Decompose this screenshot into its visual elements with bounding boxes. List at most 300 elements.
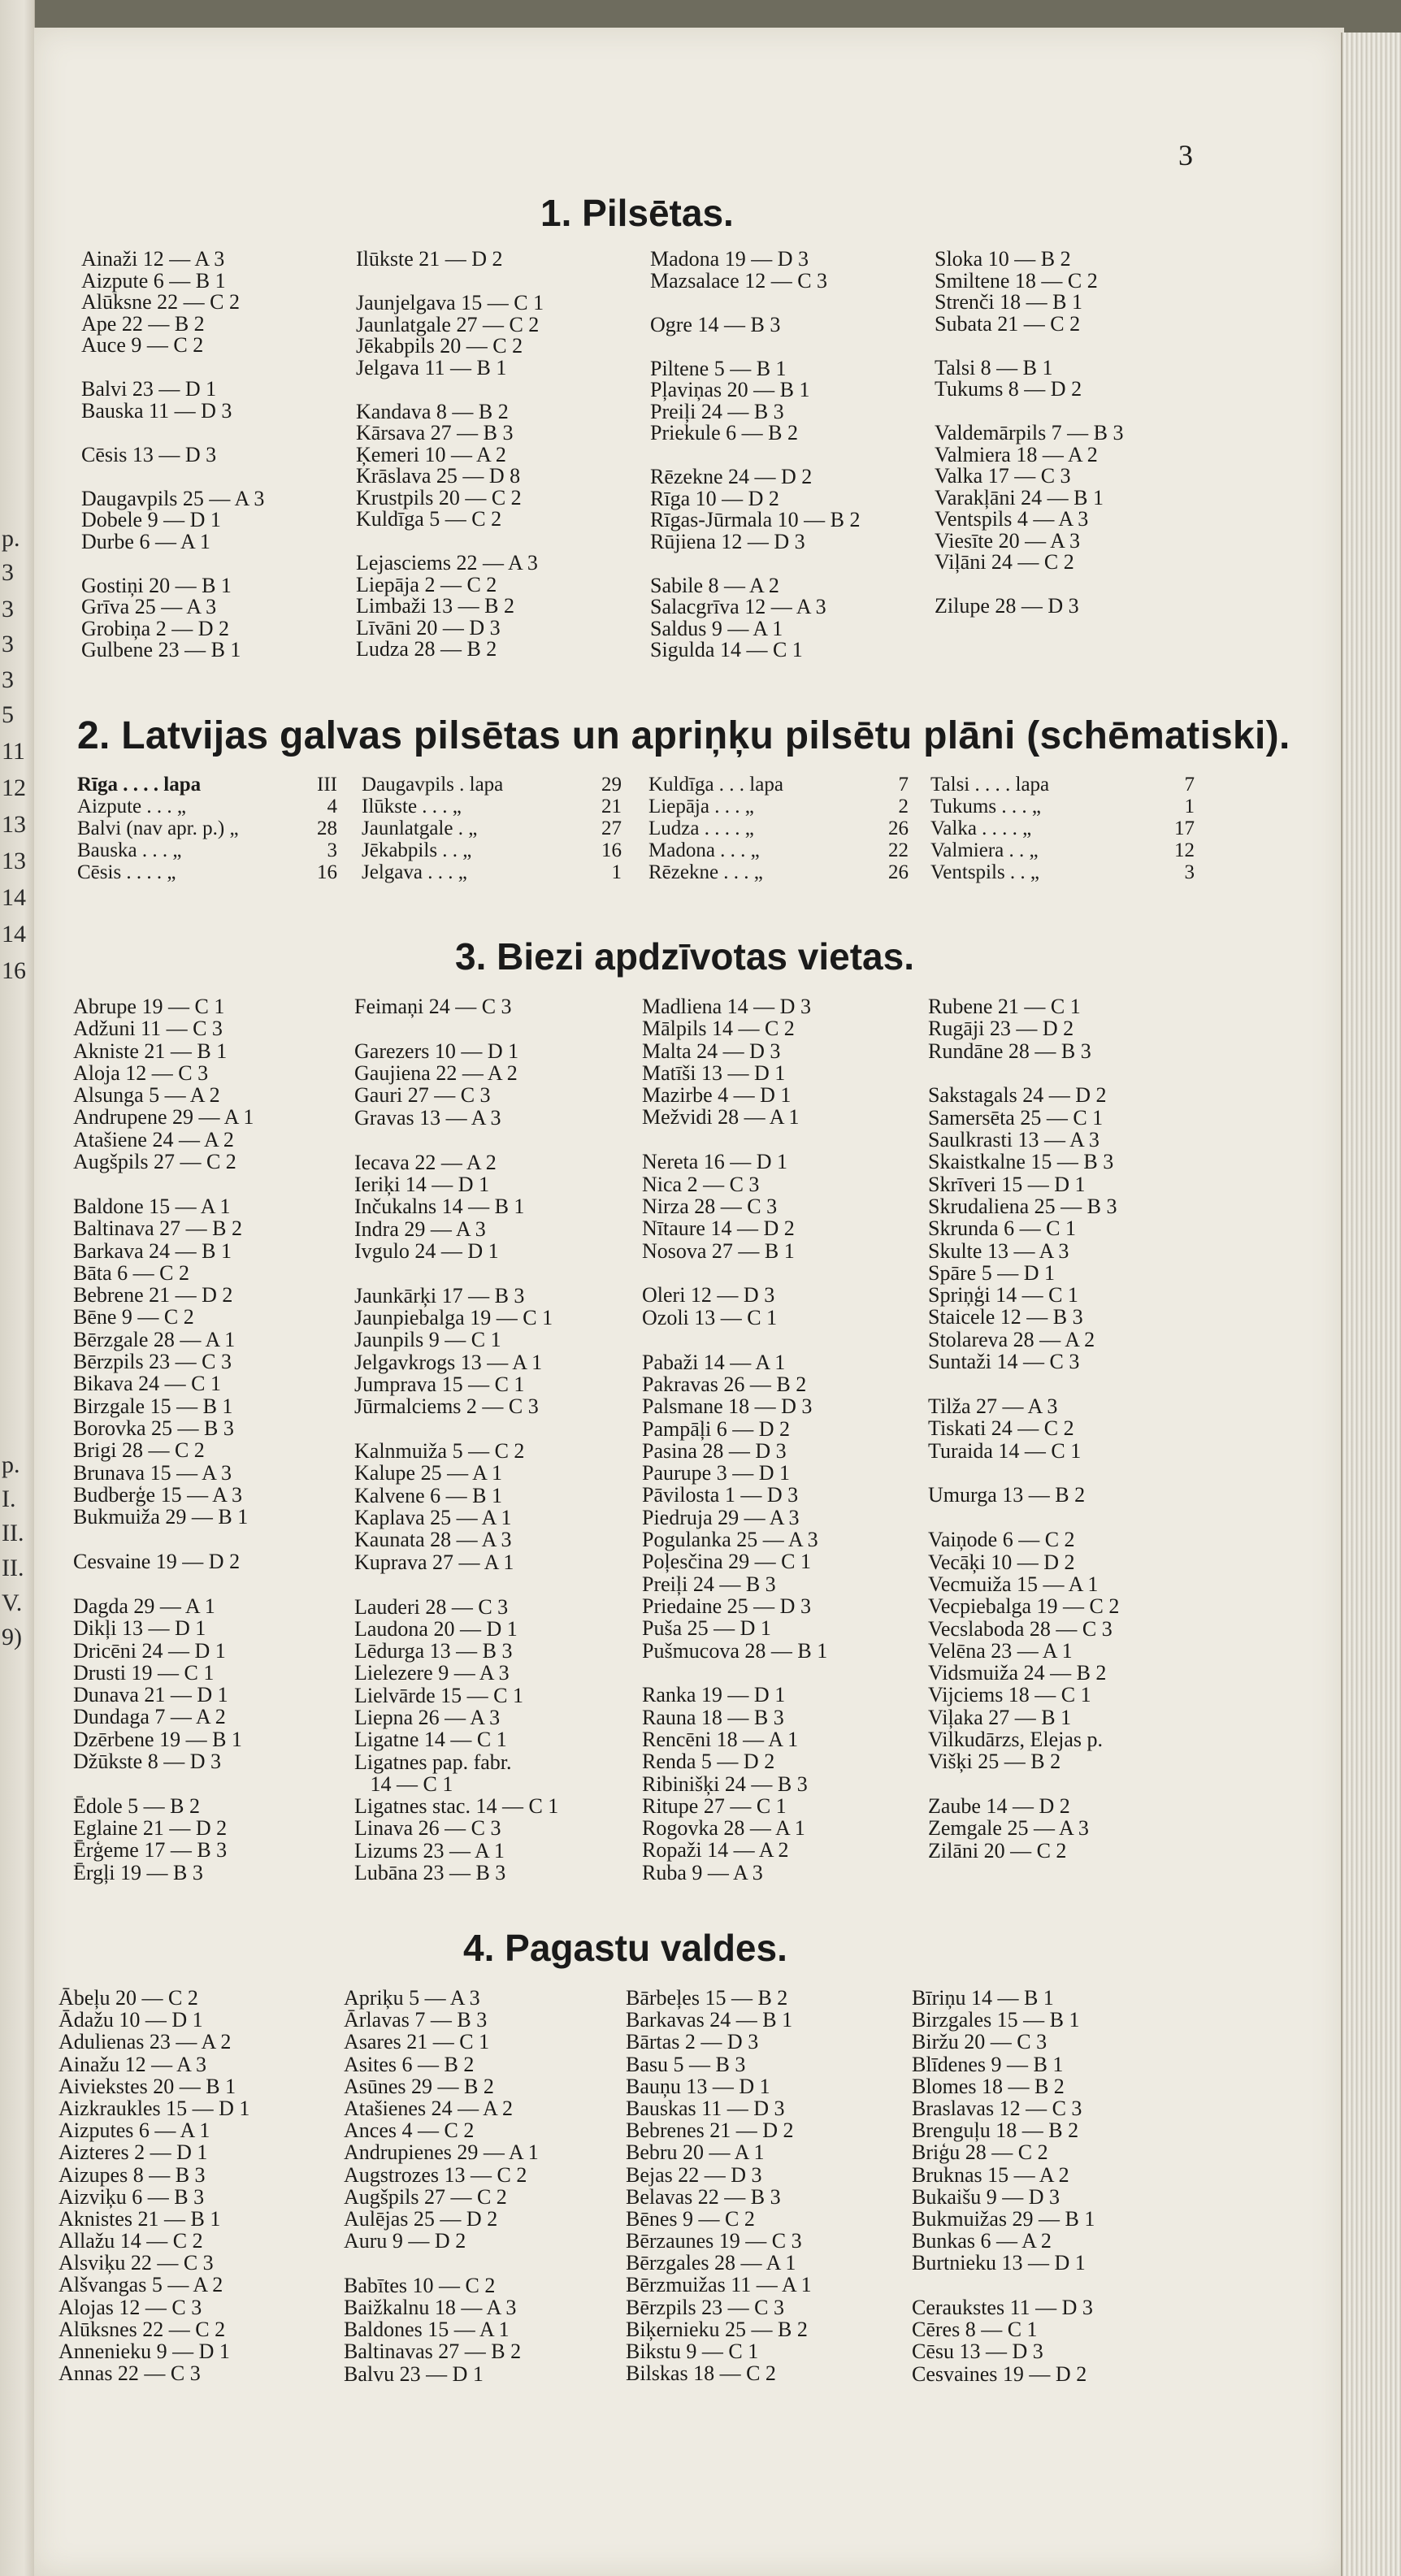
city-entry: Lejasciems 22 — A 3	[356, 551, 538, 575]
plan-entry-page: 17	[1174, 817, 1195, 839]
entry-spacer	[642, 1329, 827, 1351]
place-entry: Kaunata 28 — A 3	[354, 1528, 512, 1552]
plan-entry-label: Jēkabpils . . „	[362, 839, 472, 861]
city-entry: Jaunjelgava 15 — C 1	[356, 291, 544, 315]
place-entry: Rundāne 28 — B 3	[928, 1039, 1091, 1063]
place-entry: Mālpils 14 — C 2	[642, 1017, 795, 1041]
plan-entry	[362, 817, 622, 839]
place-entry: 14 — C 1	[354, 1772, 453, 1796]
place-entry: Laudona 20 — D 1	[354, 1616, 518, 1641]
plans-column-1	[77, 774, 337, 883]
plan-entry-page: 7	[898, 774, 909, 796]
place-entry: Ligatnes pap. fabr.	[354, 1750, 512, 1774]
place-entry: Adžuni 11 — C 3	[73, 1017, 223, 1041]
place-entry: Baldone 15 — A 1	[73, 1194, 231, 1218]
entry-spacer	[928, 1507, 1119, 1529]
plan-entry-page: 29	[601, 774, 622, 796]
city-entry: Rēzekne 24 — D 2	[650, 465, 813, 489]
place-entry: Birzgale 15 — B 1	[73, 1394, 233, 1418]
city-entry: Madona 19 — D 3	[650, 247, 809, 271]
city-entry: Dobele 9 — D 1	[81, 508, 221, 532]
plan-entry	[648, 861, 909, 883]
plan-entry	[362, 774, 622, 796]
parish-entry: Cēsu 13 — D 3	[912, 2340, 1043, 2364]
place-entry: Drusti 19 — C 1	[73, 1660, 215, 1685]
place-entry: Bukmuiža 29 — B 1	[73, 1505, 249, 1529]
plan-entry-page: 16	[317, 861, 337, 883]
places-column-4	[928, 995, 1119, 1862]
page-number: 3	[1178, 139, 1193, 171]
plan-entry-label: Jelgava . . . „	[362, 861, 467, 883]
place-entry: Garezers 10 — D 1	[354, 1039, 519, 1063]
section-title-cities: 1. Pilsētas.	[540, 192, 734, 234]
city-entry: Kārsava 27 — B 3	[356, 421, 514, 445]
plan-entry-label: Balvi (nav apr. p.) „	[77, 817, 239, 839]
city-entry: Sabile 8 — A 2	[650, 573, 779, 597]
parish-entry: Baltinavas 27 — B 2	[344, 2340, 522, 2364]
parish-entry: Baižkalnu 18 — A 3	[344, 2296, 517, 2320]
entry-spacer	[354, 1262, 558, 1285]
place-entry: Ērgļi 19 — B 3	[73, 1860, 203, 1884]
parish-entry: Bejas 22 — D 3	[626, 2162, 762, 2187]
margin-fragment-text: V.	[2, 1589, 23, 1616]
parish-entry: Alsviķu 22 — C 3	[59, 2251, 214, 2275]
plan-entry-page: 2	[898, 796, 909, 817]
place-entry: Andrupene 29 — A 1	[73, 1105, 254, 1130]
city-entry: Grobiņa 2 — D 2	[81, 616, 229, 640]
plan-entry-page: III	[317, 774, 337, 796]
parish-entry: Bārtas 2 — D 3	[626, 2030, 759, 2054]
places-column-2	[354, 995, 558, 1884]
parish-entry: Bauņu 13 — D 1	[626, 2074, 770, 2098]
place-entry: Tiskati 24 — C 2	[928, 1416, 1074, 1441]
margin-fragment-text: 13	[2, 811, 26, 838]
place-entry: Piedruja 29 — A 3	[642, 1505, 800, 1529]
place-entry: Kuprava 27 — A 1	[354, 1550, 514, 1574]
parish-entry: Aizviķu 6 — B 3	[59, 2184, 205, 2209]
parish-entry: Aulējas 25 — D 2	[344, 2206, 498, 2231]
place-entry: Vilkudārzs, Elejas p.	[928, 1727, 1104, 1751]
parish-entry: Bebrenes 21 — D 2	[626, 2118, 794, 2143]
plan-entry	[362, 796, 622, 817]
place-entry: Ribinišķi 24 — B 3	[642, 1772, 808, 1796]
parish-entry: Bukmuižas 29 — B 1	[912, 2206, 1095, 2231]
margin-fragment-text: 3	[2, 631, 14, 657]
place-entry: Velēna 23 — A 1	[928, 1638, 1073, 1663]
place-entry: Nereta 16 — D 1	[642, 1150, 788, 1174]
margin-fragment-text: II.	[2, 1555, 24, 1581]
city-entry: Kandava 8 — B 2	[356, 399, 509, 423]
parish-entry: Birzgales 15 — B 1	[912, 2008, 1080, 2032]
place-entry: Ligatnes stac. 14 — C 1	[354, 1794, 559, 1819]
plan-entry-page: 26	[888, 817, 909, 839]
margin-fragment-text: 13	[2, 848, 26, 874]
place-entry: Skulte 13 — A 3	[928, 1238, 1069, 1263]
plan-entry	[648, 839, 909, 861]
city-entry: Preiļi 24 — B 3	[650, 399, 784, 423]
margin-fragment-text: 9)	[2, 1624, 22, 1650]
place-entry: Mežvidi 28 — A 1	[642, 1105, 800, 1130]
plan-entry-label: Kuldīga . . . lapa	[648, 774, 783, 796]
plan-entry-page: 27	[601, 817, 622, 839]
parish-entry: Bikstu 9 — C 1	[626, 2340, 759, 2363]
place-entry: Skrunda 6 — C 1	[928, 1216, 1076, 1241]
place-entry: Spriņģi 14 — C 1	[928, 1283, 1078, 1308]
place-entry: Pampāļi 6 — D 2	[642, 1416, 790, 1441]
place-entry: Nosova 27 — B 1	[642, 1238, 795, 1263]
place-entry: Dundaga 7 — A 2	[73, 1705, 226, 1729]
parish-entry: Alojas 12 — C 3	[59, 2295, 202, 2319]
place-entry: Ranka 19 — D 1	[642, 1683, 786, 1707]
plan-entry	[362, 839, 622, 861]
entry-spacer	[354, 1573, 558, 1596]
place-entry: Palsmane 18 — D 3	[642, 1394, 813, 1419]
place-entry: Pasina 28 — D 3	[642, 1438, 787, 1463]
plan-entry-label: Madona . . . „	[648, 839, 760, 861]
plan-entry	[77, 861, 337, 883]
city-entry: Valka 17 — C 3	[935, 464, 1071, 488]
entry-spacer	[356, 270, 544, 293]
plan-entry-label: Aizpute . . . „	[77, 796, 186, 817]
city-entry: Pļaviņas 20 — B 1	[650, 378, 810, 402]
parish-entry: Bukaišu 9 — D 3	[912, 2184, 1060, 2209]
entry-spacer	[356, 378, 544, 401]
plan-entry	[77, 839, 337, 861]
parishes-column-2	[344, 1987, 539, 2385]
margin-fragment-text: II.	[2, 1520, 24, 1546]
city-entry: Salacgrīva 12 — A 3	[650, 595, 826, 619]
place-entry: Tilža 27 — A 3	[928, 1394, 1058, 1418]
place-entry: Alsunga 5 — A 2	[73, 1083, 220, 1108]
place-entry: Liepna 26 — A 3	[354, 1705, 501, 1729]
parish-entry: Annenieku 9 — D 1	[59, 2340, 230, 2363]
place-entry: Rubene 21 — C 1	[928, 995, 1081, 1018]
plan-entry-label: Ludza . . . . „	[648, 817, 754, 839]
place-entry: Lauderi 28 — C 3	[354, 1594, 509, 1619]
parish-entry: Ances 4 — C 2	[344, 2118, 475, 2143]
place-entry: Puša 25 — D 1	[642, 1616, 771, 1641]
parishes-column-1	[59, 1987, 249, 2384]
section-title-populated-places: 3. Biezi apdzīvotas vietas.	[455, 935, 915, 978]
cities-column-1	[81, 248, 264, 661]
parish-entry: Aizkraukles 15 — D 1	[59, 2096, 250, 2120]
city-entry: Aizpute 6 — B 1	[81, 268, 226, 293]
plans-column-2	[362, 774, 622, 883]
plan-entry	[930, 774, 1195, 796]
entry-spacer	[935, 334, 1124, 357]
city-entry: Smiltene 18 — C 2	[935, 268, 1098, 293]
place-entry: Gauri 27 — C 3	[354, 1083, 491, 1108]
place-entry: Cesvaine 19 — D 2	[73, 1550, 241, 1574]
place-entry: Skrudaliena 25 — B 3	[928, 1194, 1117, 1218]
parish-entry: Blīdenes 9 — B 1	[912, 2052, 1064, 2076]
city-entry: Zilupe 28 — D 3	[935, 594, 1079, 618]
place-entry: Rauna 18 — B 3	[642, 1705, 784, 1729]
book-page-edges	[1341, 33, 1401, 2576]
place-entry: Pogulanka 25 — A 3	[642, 1528, 818, 1552]
plan-entry-label: Talsi . . . . lapa	[930, 774, 1050, 796]
margin-fragment-text: 16	[2, 957, 26, 984]
place-entry: Dagda 29 — A 1	[73, 1594, 215, 1618]
plan-entry-label: Tukums . . . „	[930, 796, 1041, 817]
entry-spacer	[935, 400, 1124, 423]
city-entry: Daugavpils 25 — A 3	[81, 486, 265, 510]
parish-entry: Asūnes 29 — B 2	[344, 2074, 494, 2098]
plan-entry	[930, 796, 1195, 817]
place-entry: Bāta 6 — C 2	[73, 1260, 189, 1285]
place-entry: Pāvilosta 1 — D 3	[642, 1483, 799, 1507]
place-entry: Umurga 13 — B 2	[928, 1483, 1086, 1507]
parish-entry: Bebru 20 — A 1	[626, 2140, 765, 2165]
place-entry: Samersēta 25 — C 1	[928, 1105, 1104, 1130]
parish-entry: Ārlavas 7 — B 3	[344, 2008, 488, 2032]
place-entry: Borovka 25 — B 3	[73, 1416, 234, 1440]
place-entry: Staicele 12 — B 3	[928, 1305, 1083, 1329]
parish-entry: Bruknas 15 — A 2	[912, 2162, 1069, 2187]
cities-column-2	[356, 248, 544, 660]
place-entry: Vijciems 18 — C 1	[928, 1683, 1091, 1707]
place-entry: Jaunpiebalga 19 — C 1	[354, 1306, 553, 1330]
parish-entry: Adulienas 23 — A 2	[59, 2030, 232, 2054]
parish-entry: Aizputes 6 — A 1	[59, 2118, 210, 2143]
parish-entry: Bilskas 18 — C 2	[626, 2361, 776, 2386]
place-entry: Jaunkārķi 17 — B 3	[354, 1283, 525, 1308]
plan-entry-label: Ventspils . . „	[930, 861, 1040, 883]
margin-fragment-text: 14	[2, 884, 26, 911]
entry-spacer	[928, 1462, 1119, 1485]
entry-spacer	[81, 465, 264, 488]
parish-entry: Alšvangas 5 — A 2	[59, 2273, 223, 2297]
plans-column-3	[648, 774, 909, 883]
place-entry: Lubāna 23 — B 3	[354, 1861, 506, 1885]
parish-entry: Annas 22 — C 3	[59, 2361, 201, 2386]
place-entry: Jumprava 15 — C 1	[354, 1372, 525, 1396]
place-entry: Saulkrasti 13 — A 3	[928, 1128, 1100, 1152]
plan-entry-page: 1	[611, 861, 622, 883]
plan-entry-label: Ilūkste . . . „	[362, 796, 462, 817]
city-entry: Ilūkste 21 — D 2	[356, 247, 503, 271]
place-entry: Bērzpils 23 — C 3	[73, 1350, 232, 1374]
place-entry: Dricēni 24 — D 1	[73, 1638, 226, 1663]
plan-entry-page: 3	[327, 839, 337, 861]
place-entry: Lēdurga 13 — B 3	[354, 1639, 513, 1663]
city-entry: Krustpils 20 — C 2	[356, 485, 522, 510]
parish-entry: Blomes 18 — B 2	[912, 2074, 1065, 2098]
entry-spacer	[650, 552, 861, 575]
entry-spacer	[928, 1773, 1119, 1796]
place-entry: Dzērbene 19 — B 1	[73, 1727, 242, 1751]
place-entry: Ērģeme 17 — B 3	[73, 1838, 228, 1863]
entry-spacer	[650, 335, 861, 358]
plan-entry-page: 1	[1184, 796, 1195, 817]
plan-entry	[77, 774, 337, 796]
place-entry: Matīši 13 — D 1	[642, 1060, 786, 1085]
city-entry: Limbaži 13 — B 2	[356, 594, 514, 618]
parishes-column-4	[912, 1987, 1095, 2385]
entry-spacer	[354, 1418, 558, 1441]
parish-entry: Bērzaunes 19 — C 3	[626, 2229, 802, 2253]
parish-entry: Auru 9 — D 2	[344, 2229, 466, 2253]
place-entry: Vecslaboda 28 — C 3	[928, 1616, 1113, 1641]
city-entry: Talsi 8 — B 1	[935, 355, 1053, 379]
place-entry: Mazirbe 4 — D 1	[642, 1083, 792, 1108]
place-entry: Lielezere 9 — A 3	[354, 1661, 510, 1685]
place-entry: Lielvārde 15 — C 1	[354, 1683, 523, 1707]
place-entry: Kalnmuiža 5 — C 2	[354, 1439, 525, 1464]
parish-entry: Biķernieku 25 — B 2	[626, 2317, 808, 2341]
entry-spacer	[73, 1173, 254, 1195]
city-entry: Viļāni 24 — C 2	[935, 550, 1074, 575]
place-entry: Brigi 28 — C 2	[73, 1438, 205, 1463]
entry-spacer	[73, 1572, 254, 1595]
parish-entry: Briģu 28 — C 2	[912, 2140, 1048, 2165]
plan-entry-label: Rēzekne . . . „	[648, 861, 763, 883]
city-entry: Ape 22 — B 2	[81, 311, 205, 336]
place-entry: Ieriķi 14 — D 1	[354, 1172, 490, 1196]
parish-entry: Aizupes 8 — B 3	[59, 2162, 206, 2187]
place-entry: Rogovka 28 — A 1	[642, 1816, 805, 1841]
margin-fragment-text: 14	[2, 921, 26, 948]
place-entry: Inčukalns 14 — B 1	[354, 1195, 525, 1219]
city-entry: Krāslava 25 — D 8	[356, 464, 521, 488]
city-entry: Ogre 14 — B 3	[650, 312, 781, 336]
plan-entry-page: 7	[1184, 774, 1195, 796]
plan-entry	[77, 796, 337, 817]
place-entry: Dikļi 13 — D 1	[73, 1616, 206, 1641]
parish-entry: Andrupienes 29 — A 1	[344, 2140, 539, 2165]
place-entry: Bebrene 21 — D 2	[73, 1283, 233, 1308]
place-entry: Ivgulo 24 — D 1	[354, 1238, 499, 1263]
parish-entry: Atašienes 24 — A 2	[344, 2096, 513, 2120]
parish-entry: Cēres 8 — C 1	[912, 2318, 1038, 2342]
place-entry: Sakstagals 24 — D 2	[928, 1083, 1107, 1108]
parish-entry: Apriķu 5 — A 3	[344, 1986, 480, 2010]
place-entry: Vecāķi 10 — D 2	[928, 1550, 1075, 1574]
city-entry: Bauska 11 — D 3	[81, 398, 232, 423]
place-entry: Kaplava 25 — A 1	[354, 1506, 512, 1530]
parish-entry: Babītes 10 — C 2	[344, 2273, 496, 2297]
parish-entry: Augšpils 27 — C 2	[344, 2184, 507, 2209]
parish-entry: Bēnes 9 — C 2	[626, 2206, 755, 2231]
plan-entry	[930, 817, 1195, 839]
city-entry: Jelgava 11 — B 1	[356, 355, 507, 379]
place-entry: Iecava 22 — A 2	[354, 1150, 497, 1174]
city-entry: Tukums 8 — D 2	[935, 377, 1082, 401]
place-entry: Rencēni 18 — A 1	[642, 1727, 799, 1751]
entry-spacer	[356, 530, 544, 553]
city-entry: Ķemeri 10 — A 2	[356, 442, 506, 466]
plans-column-4	[930, 774, 1195, 883]
place-entry: Priedaine 25 — D 3	[642, 1594, 811, 1618]
place-entry: Pabaži 14 — A 1	[642, 1350, 786, 1374]
entry-spacer	[928, 1373, 1119, 1395]
place-entry: Ropaži 14 — A 2	[642, 1838, 789, 1863]
place-entry: Atašiene 24 — A 2	[73, 1127, 234, 1151]
city-entry: Kuldīga 5 — C 2	[356, 507, 502, 531]
place-entry: Ēdole 5 — B 2	[73, 1793, 200, 1818]
plan-entry	[930, 861, 1195, 883]
city-entry: Līvāni 20 — D 3	[356, 615, 501, 640]
entry-spacer	[81, 356, 264, 379]
place-entry: Gaujiena 22 — A 2	[354, 1061, 518, 1086]
place-entry: Vecmuiža 15 — A 1	[928, 1572, 1099, 1596]
city-entry: Gulbene 23 — B 1	[81, 638, 241, 662]
parish-entry: Baldones 15 — A 1	[344, 2318, 510, 2342]
section-title-city-plans: 2. Latvijas galvas pilsētas un apriņķu pilsētu plāni (schēmatiski).	[77, 714, 1290, 757]
places-column-3	[642, 995, 827, 1884]
plan-entry-page: 28	[317, 817, 337, 839]
entry-spacer	[344, 2252, 539, 2275]
place-entry: Stolareva 28 — A 2	[928, 1327, 1095, 1351]
place-entry: Malta 24 — D 3	[642, 1039, 781, 1063]
city-entry: Saldus 9 — A 1	[650, 616, 783, 640]
plan-entry-label: Valka . . . . „	[930, 817, 1032, 839]
entry-spacer	[354, 1017, 558, 1040]
place-entry: Augšpils 27 — C 2	[73, 1150, 236, 1174]
plan-entry-page: 26	[888, 861, 909, 883]
entry-spacer	[650, 291, 861, 314]
parish-entry: Allažu 14 — C 2	[59, 2229, 203, 2253]
place-entry: Renda 5 — D 2	[642, 1750, 775, 1774]
parish-entry: Aizteres 2 — D 1	[59, 2140, 208, 2165]
parish-entry: Aiviekstes 20 — B 1	[59, 2074, 236, 2098]
plan-entry-label: Bauska . . . „	[77, 839, 182, 861]
margin-fragment-text: 3	[2, 559, 14, 586]
place-entry: Skrīveri 15 — D 1	[928, 1172, 1086, 1196]
places-column-1	[73, 995, 254, 1884]
place-entry: Višķi 25 — B 2	[928, 1750, 1061, 1774]
plan-entry	[648, 796, 909, 817]
place-entry: Gravas 13 — A 3	[354, 1105, 501, 1130]
margin-fragment-text: p.	[2, 525, 20, 552]
entry-spacer	[650, 444, 861, 466]
city-entry: Sloka 10 — B 2	[935, 247, 1071, 271]
plan-entry-page: 4	[327, 796, 337, 817]
parish-entry: Bērzpils 23 — C 3	[626, 2295, 784, 2319]
place-entry: Ligatne 14 — C 1	[354, 1728, 507, 1752]
city-entry: Piltene 5 — B 1	[650, 356, 787, 380]
place-entry: Ozoli 13 — C 1	[642, 1305, 778, 1329]
plan-entry	[648, 817, 909, 839]
place-entry: Turaida 14 — C 1	[928, 1438, 1082, 1463]
city-entry: Ainaži 12 — A 3	[81, 247, 225, 271]
city-entry: Valdemārpils 7 — B 3	[935, 421, 1124, 445]
city-entry: Strenči 18 — B 1	[935, 290, 1082, 314]
margin-fragment-text: I.	[2, 1485, 16, 1512]
facing-page-edge	[0, 0, 35, 2576]
city-entry: Alūksne 22 — C 2	[81, 290, 240, 314]
plan-entry	[77, 817, 337, 839]
entry-spacer	[73, 1528, 254, 1550]
place-entry: Jelgavkrogs 13 — A 1	[354, 1350, 543, 1374]
place-entry: Poļesčina 29 — C 1	[642, 1550, 811, 1574]
place-entry: Viļaka 27 — B 1	[928, 1705, 1072, 1729]
place-entry: Indra 29 — A 3	[354, 1216, 486, 1241]
plan-entry-label: Jaunlatgale . „	[362, 817, 478, 839]
place-entry: Ritupe 27 — C 1	[642, 1793, 787, 1818]
parish-entry: Augstrozes 13 — C 2	[344, 2162, 527, 2187]
plan-entry-page: 21	[601, 796, 622, 817]
parish-entry: Belavas 22 — B 3	[626, 2184, 781, 2209]
place-entry: Budberģe 15 — A 3	[73, 1482, 242, 1507]
place-entry: Jūrmalciems 2 — C 3	[354, 1394, 539, 1419]
entry-spacer	[642, 1262, 827, 1285]
place-entry: Zemgale 25 — A 3	[928, 1816, 1089, 1841]
place-entry: Brunava 15 — A 3	[73, 1460, 232, 1485]
city-entry: Priekule 6 — B 2	[650, 421, 798, 445]
margin-fragment-text: 3	[2, 596, 14, 622]
place-entry: Aloja 12 — C 3	[73, 1060, 209, 1085]
